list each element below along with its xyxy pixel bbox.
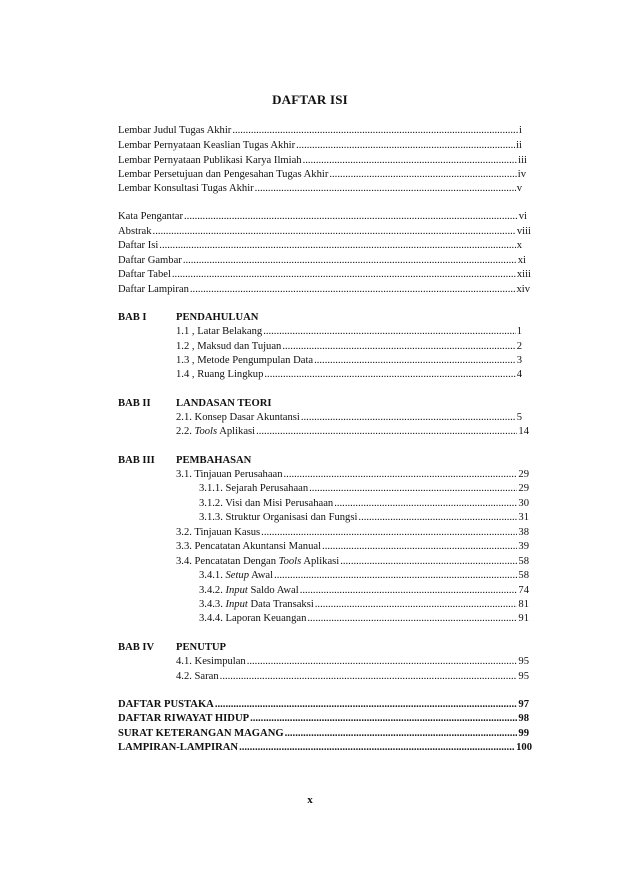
toc-entry: 3.4.2. Input Saldo Awal ..... 74	[199, 584, 529, 597]
toc-entry: Daftar Gambar ..... xi	[118, 254, 526, 267]
toc-entry: 4.2. Saran ..... 95	[176, 670, 529, 683]
chapter-label: BAB IV	[118, 642, 155, 653]
toc-entry: 3.4.1. Setup Awal ..... 58	[199, 569, 529, 582]
chapter-label: BAB III	[118, 455, 155, 466]
toc-entry: Lembar Konsultasi Tugas Akhir ..... v	[118, 182, 522, 195]
toc-entry: 1.2 , Maksud dan Tujuan ..... 2	[176, 340, 522, 353]
toc-entry: Lembar Judul Tugas Akhir ..... i	[118, 124, 522, 137]
toc-entry: 1.1 , Latar Belakang ..... 1	[176, 325, 522, 338]
chapter-title: LANDASAN TEORI	[176, 398, 272, 409]
toc-entry: 3.1.2. Visi dan Misi Perusahaan ..... 30	[199, 497, 529, 510]
toc-entry: SURAT KETERANGAN MAGANG ..... 99	[118, 727, 529, 740]
toc-entry: 3.2. Tinjauan Kasus ..... 38	[176, 526, 529, 539]
toc-entry: 3.3. Pencatatan Akuntansi Manual ..... 39	[176, 540, 529, 553]
toc-entry: 3.1. Tinjauan Perusahaan ..... 29	[176, 468, 529, 481]
toc-entry: 3.1.3. Struktur Organisasi dan Fungsi ..... 31	[199, 511, 529, 524]
toc-entry: 3.4. Pencatatan Dengan Tools Aplikasi ..... 58	[176, 555, 529, 568]
toc-entry: Abstrak ..... viii	[118, 225, 531, 238]
chapter-label: BAB II	[118, 398, 151, 409]
toc-entry: LAMPIRAN-LAMPIRAN ..... 100	[118, 741, 532, 754]
toc-entry: DAFTAR PUSTAKA ..... 97	[118, 698, 529, 711]
toc-entry: 2.2. Tools Aplikasi ..... 14	[176, 425, 529, 438]
toc-entry: 3.1.1. Sejarah Perusahaan ..... 29	[199, 482, 529, 495]
page-title: DAFTAR ISI	[272, 92, 348, 107]
chapter-label: BAB I	[118, 312, 147, 323]
toc-entry: Lembar Pernyataan Keaslian Tugas Akhir ..... ii	[118, 139, 522, 152]
toc-entry: 4.1. Kesimpulan ..... 95	[176, 655, 529, 668]
page-number: x	[307, 794, 313, 806]
toc-entry: Daftar Tabel ..... xiii	[118, 268, 531, 281]
chapter-title: PEMBAHASAN	[176, 455, 252, 466]
chapter-title: PENUTUP	[176, 642, 227, 653]
toc-entry: 2.1. Konsep Dasar Akuntansi ..... 5	[176, 411, 522, 424]
toc-entry: 3.4.4. Laporan Keuangan ..... 91	[199, 612, 529, 625]
toc-entry: Daftar Lampiran ..... xiv	[118, 283, 530, 296]
toc-entry: Lembar Pernyataan Publikasi Karya Ilmiah ..... iii	[118, 154, 527, 167]
toc-entry: DAFTAR RIWAYAT HIDUP ..... 98	[118, 712, 529, 725]
chapter-title: PENDAHULUAN	[176, 312, 259, 323]
toc-entry: Lembar Persetujuan dan Pengesahan Tugas Akhir ..... iv	[118, 168, 526, 181]
toc-entry: 1.4 , Ruang Lingkup ..... 4	[176, 368, 522, 381]
toc-entry: Kata Pengantar ..... vi	[118, 210, 527, 223]
toc-entry: 1.3 , Metode Pengumpulan Data ..... 3	[176, 354, 522, 367]
toc-entry: Daftar Isi ..... x	[118, 239, 522, 252]
toc-entry: 3.4.3. Input Data Transaksi ..... 81	[199, 598, 529, 611]
